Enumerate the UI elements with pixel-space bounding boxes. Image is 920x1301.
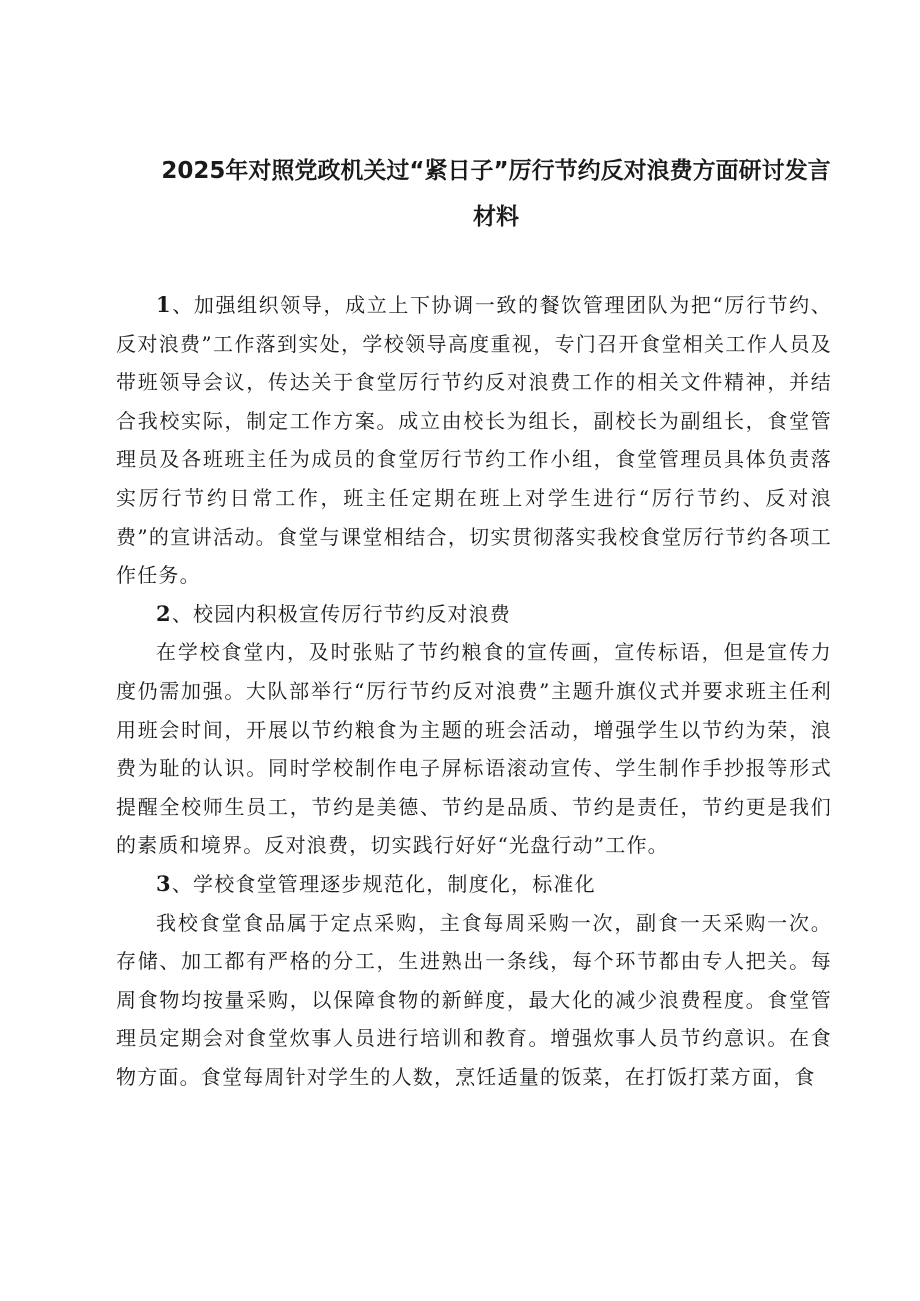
section-3-heading xyxy=(116,865,832,904)
section-1-number: 1 xyxy=(156,292,172,317)
title-line-2: 材料 xyxy=(473,204,519,230)
section-2-heading xyxy=(116,595,832,634)
section-3-body: 我校食堂食品属于定点采购，主食每周采购一次，副食一天采购一次。存储、加工都有严格的分工，生进熟出一条线，每个环节都由专人把关。每周食物均按量采购，以保障食物的新鲜度，最大化的减少浪费程度。食堂管理员定期会对食堂炊事人员进行培训和教育。增强炊事人员节约意识。在食物方面。食堂每周针对学生的人数，烹饪适量的饭菜，在打饭打菜方面，食 xyxy=(116,910,832,1089)
section-2-number: 2 xyxy=(156,600,172,626)
document-title xyxy=(118,148,874,240)
title-line-1: 2025年对照党政机关过“紧日子”厉行节约反对浪费方面研讨发言 xyxy=(161,158,831,184)
section-1-text: 、加强组织领导，成立上下协调一致的餐饮管理团队为把“厉行节约、反对浪费”工作落到实处，学校领导高度重视，专门召开食堂相关工作人员及带班领导会议，传达关于食堂厉行节约反对浪费工作的相关文件精神，并结合我校实际，制定工作方案。成立由校长为组长，副校长为副组长，食堂管理员及各班班主任为成员的食堂厉行节约工作小组，食堂管理员具体负责落实厉行节约日常工作，班主任定期在班上对学生进行“厉行节约、反对浪费”的宣讲活动。食堂与课堂相结合，切实贯彻落实我校食堂厉行节约各项工作任务。 xyxy=(116,293,832,588)
section-2-body: 在学校食堂内，及时张贴了节约粮食的宣传画，宣传标语，但是宣传力度仍需加强。大队部举行“厉行节约反对浪费”主题升旗仪式并要求班主任利用班会时间，开展以节约粮食为主题的班会活动，增强学生以节约为荣，浪费为耻的认识。同时学校制作电子屏标语滚动宣传、学生制作手抄报等形式提醒全校师生员工，节约是美德、节约是品质、节约是责任，节约更是我们的素质和境界。反对浪费，切实践行好好“光盘行动”工作。 xyxy=(116,640,832,858)
section-3-heading-text: 、学校食堂管理逐步规范化，制度化，标准化 xyxy=(171,871,596,896)
section-1-paragraph xyxy=(116,286,832,595)
section-3-number: 3 xyxy=(156,870,172,896)
section-2-heading-text: 、校园内积极宣传厉行节约反对浪费 xyxy=(171,601,512,626)
document-body xyxy=(116,286,832,1096)
